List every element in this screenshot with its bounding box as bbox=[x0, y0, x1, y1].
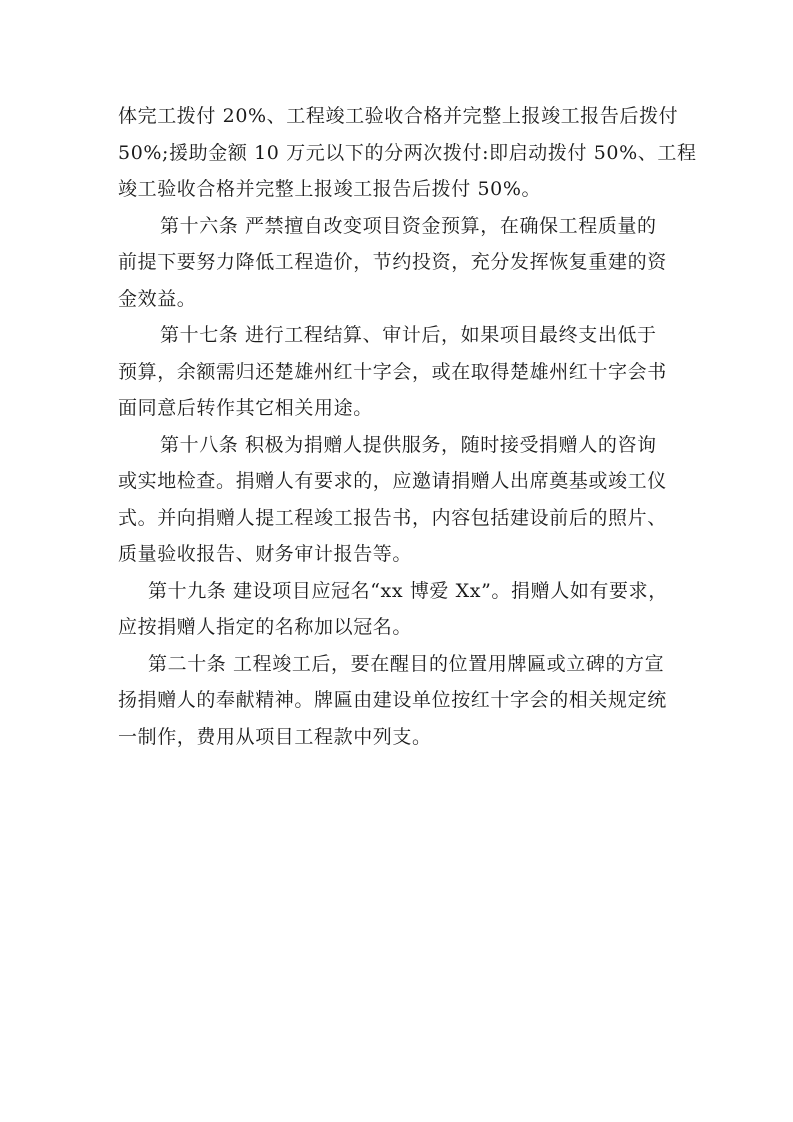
text-line: 面同意后转作其它相关用途。 bbox=[118, 397, 373, 419]
text-line: 应按捐赠人指定的名称加以冠名。 bbox=[118, 616, 413, 638]
text-line: 扬捐赠人的奉献精神。牌匾由建设单位按红十字会的相关规定统 bbox=[118, 689, 667, 711]
article-19-heading-line: 第十九条 建设项目应冠名“xx 博爱 Xx”。捐赠人如有要求， bbox=[148, 579, 668, 602]
article-16-heading-line: 第十六条 严禁擅自改变项目资金预算，在确保工程质量的 bbox=[160, 214, 657, 237]
text-line: 竣工验收合格并完整上报竣工报告后拨付 50%。 bbox=[118, 178, 542, 200]
text-line: 金效益。 bbox=[118, 287, 197, 310]
text-line: 或实地检查。捐赠人有要求的，应邀请捐赠人出席奠基或竣工仪 bbox=[118, 470, 667, 492]
document-body bbox=[118, 98, 697, 755]
article-20-heading-line: 第二十条 工程竣工后，要在醒目的位置用牌匾或立碑的方宣 bbox=[148, 652, 665, 675]
text-line: 一制作，费用从项目工程款中列支。 bbox=[118, 725, 432, 748]
text-line: 前提下要努力降低工程造价，节约投资，充分发挥恢复重建的资 bbox=[118, 251, 667, 273]
text-line: 预算，余额需归还楚雄州红十字会，或在取得楚雄州红十字会书 bbox=[118, 360, 667, 383]
article-17-heading-line: 第十七条 进行工程结算、审计后，如果项目最终支出低于 bbox=[160, 324, 657, 346]
text-line: 式。并向捐赠人提工程竣工报告书，内容包括建设前后的照片、 bbox=[118, 506, 667, 529]
text-line: 50%;援助金额 10 万元以下的分两次拨付:即启动拨付 50%、工程 bbox=[118, 141, 697, 164]
article-18-heading-line: 第十八条 积极为捐赠人提供服务，随时接受捐赠人的咨询 bbox=[160, 433, 657, 456]
text-line: 体完工拨付 20%、工程竣工验收合格并完整上报竣工报告后拨付 bbox=[118, 105, 679, 127]
text-line: 质量验收报告、财务审计报告等。 bbox=[118, 543, 413, 565]
